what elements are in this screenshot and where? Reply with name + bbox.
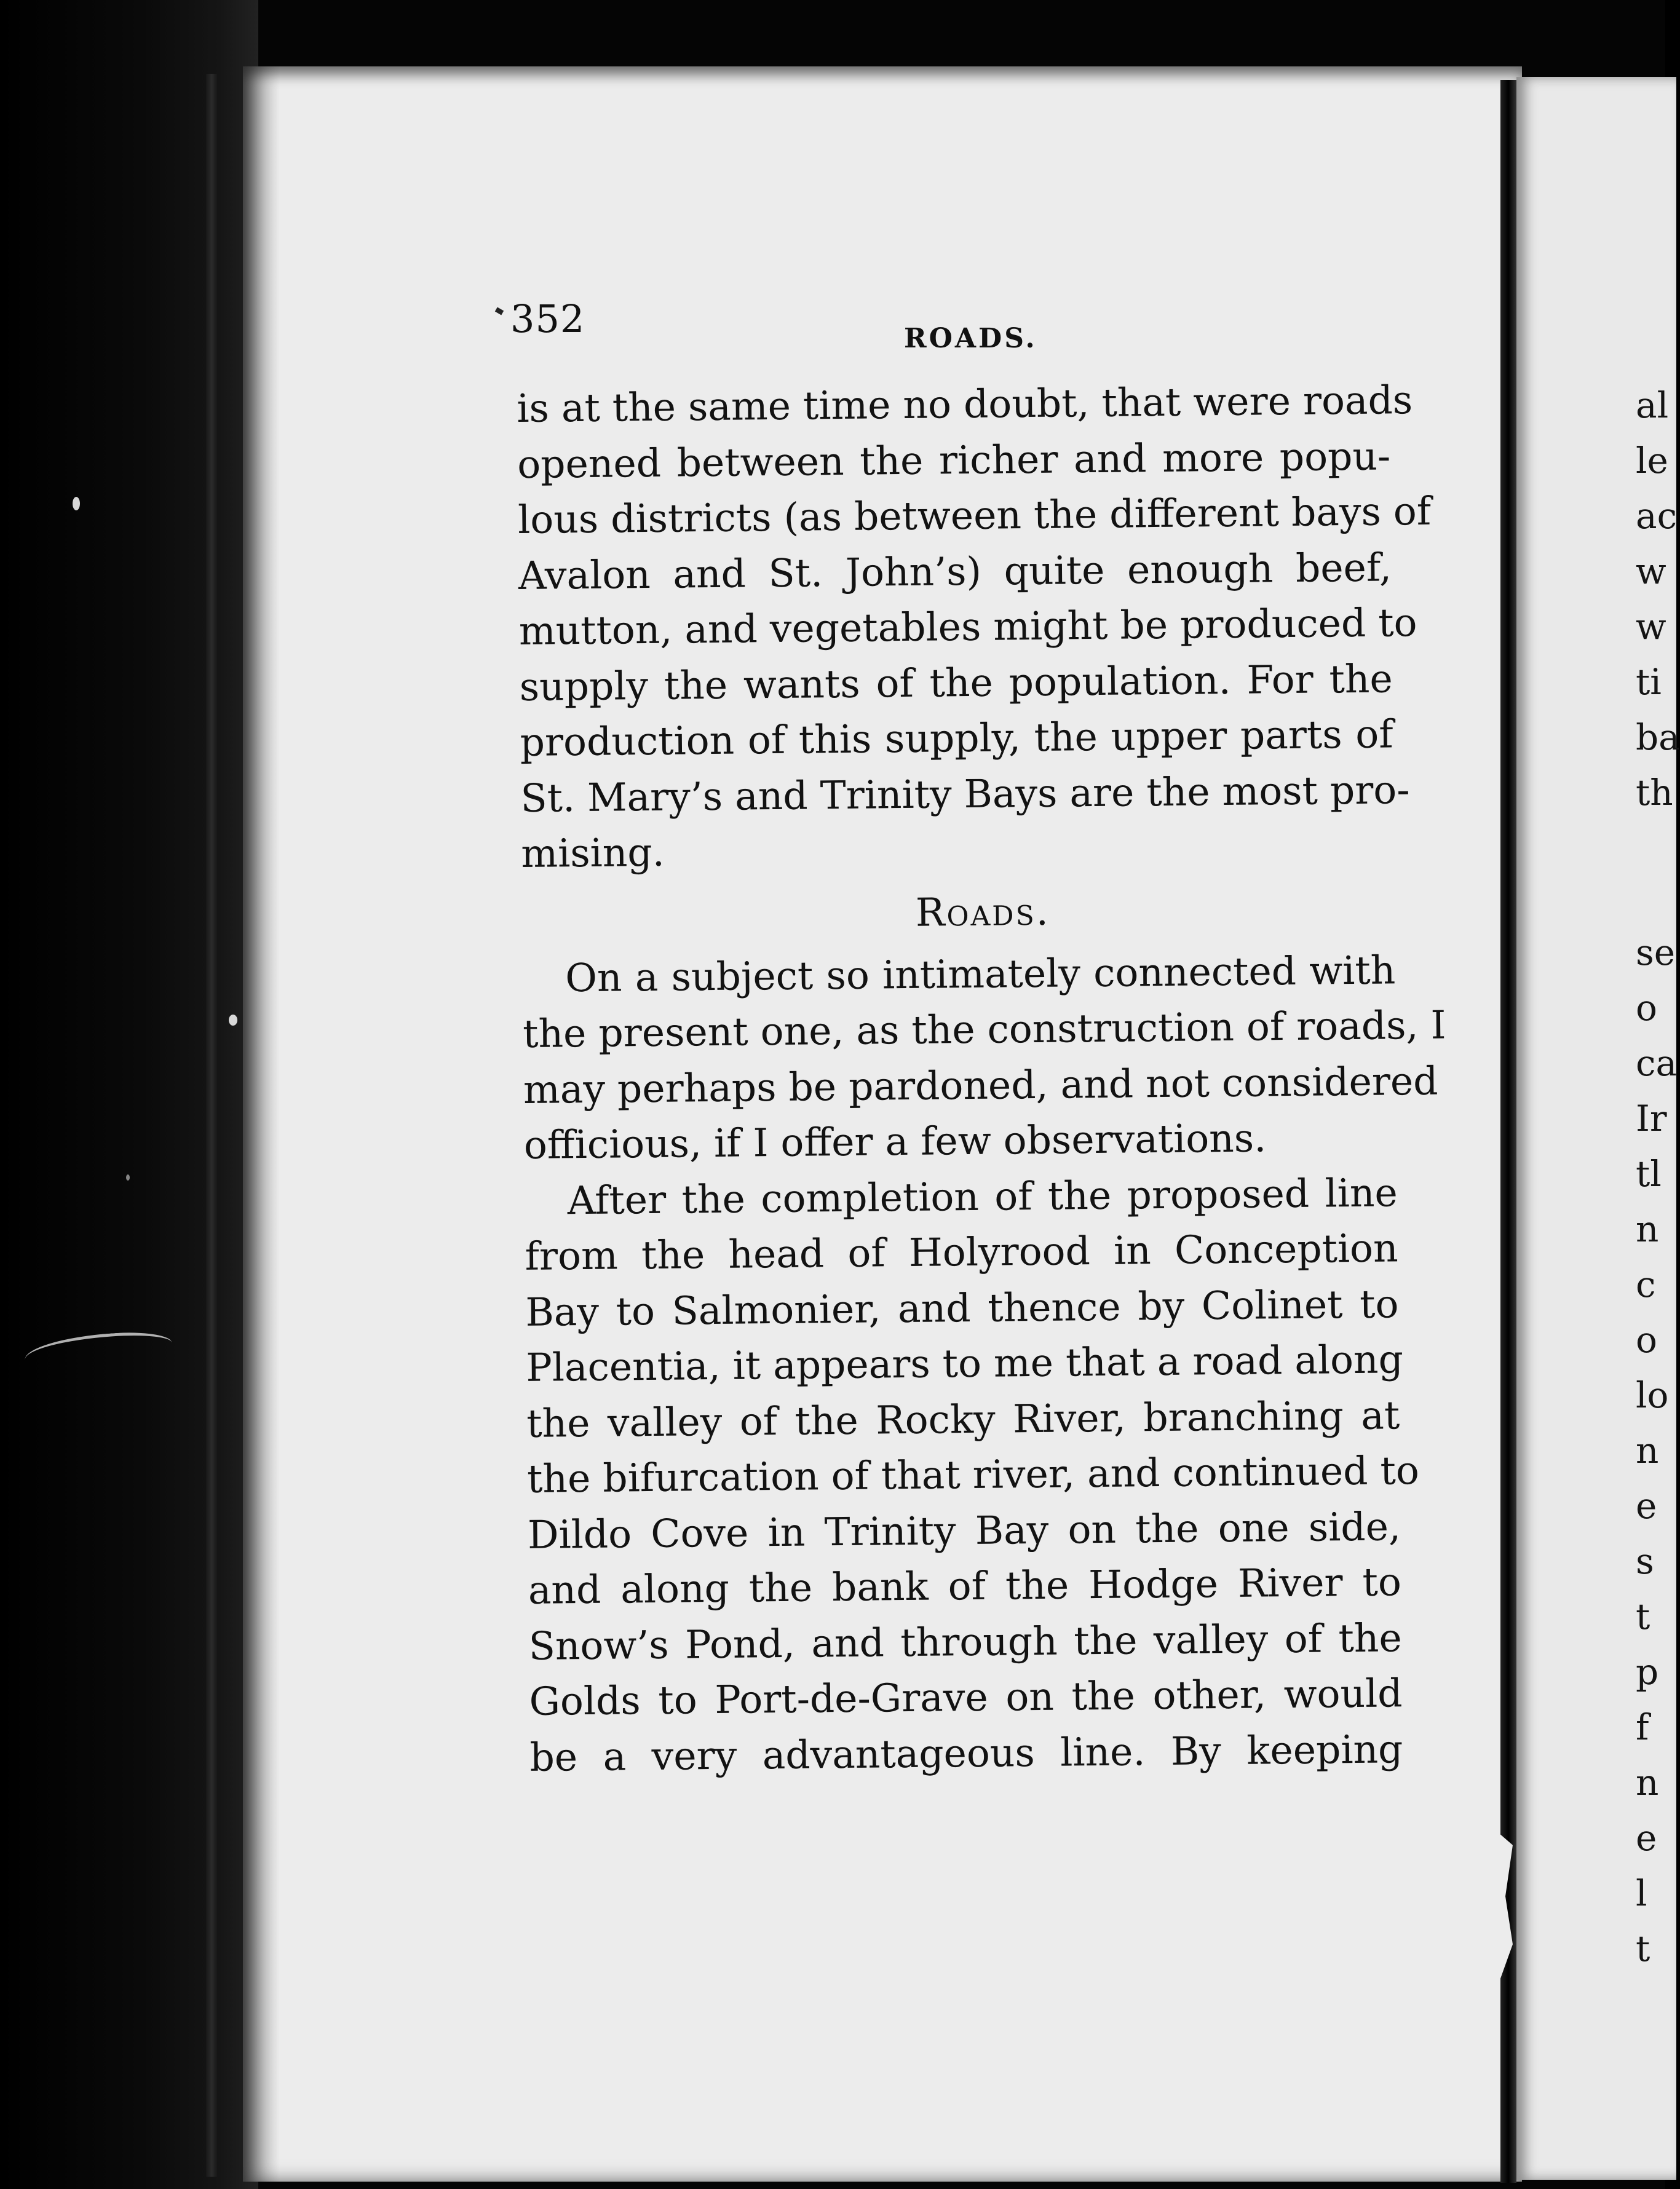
text-line: Golds to Port-de-Grave on the other, would — [529, 1671, 1403, 1724]
right-page-fragment: c — [1636, 1264, 1656, 1305]
text-line: and along the bank of the Hodge River to — [528, 1559, 1402, 1613]
dust-speck — [229, 1015, 237, 1026]
text-line: may perhaps be pardoned, and not considered — [523, 1058, 1438, 1112]
text-line: production of this supply, the upper parts of — [520, 711, 1393, 765]
text-line: is at the same time no doubt, that were roads — [517, 378, 1413, 431]
left-binding-shadow — [0, 0, 258, 2189]
right-page-fragment: n — [1636, 1762, 1659, 1803]
text-line: the valley of the Rocky River, branching at — [526, 1392, 1400, 1446]
right-page-fragment: w — [1636, 550, 1666, 592]
text-line: opened between the richer and more popu- — [517, 433, 1391, 487]
right-page-fragment: ac — [1636, 495, 1678, 537]
right-page-fragment: w — [1636, 606, 1666, 647]
right-page-fragment: n — [1636, 1208, 1659, 1250]
text-line: be a very advantageous line. By keeping — [529, 1726, 1403, 1780]
right-page-fragment: le — [1636, 440, 1668, 481]
right-page-fragment: l — [1636, 1872, 1647, 1914]
section-heading: Roads. — [915, 889, 1051, 935]
text-line: lous districts (as between the different bays of — [517, 488, 1432, 542]
text-line: mising. — [521, 829, 665, 876]
text-line: supply the wants of the population. For the — [519, 655, 1393, 710]
right-page-fragment: ca — [1636, 1042, 1678, 1084]
right-page-fragment: f — [1636, 1706, 1649, 1748]
dust-speck — [126, 1174, 130, 1181]
text-line: Avalon and St. John’s) quite enough beef, — [518, 544, 1392, 598]
page-number: 352 — [510, 296, 585, 341]
text-line: After the completion of the proposed line — [567, 1170, 1398, 1223]
right-page-fragment: lo — [1636, 1374, 1669, 1416]
text-line: mutton, and vegetables might be produced to — [518, 600, 1417, 654]
right-page-fragment: th — [1636, 772, 1673, 813]
right-page-fragment: al — [1636, 384, 1669, 426]
right-page-fragment: se — [1636, 932, 1676, 973]
dust-speck — [73, 497, 80, 510]
text-line: Snow’s Pond, and through the valley of the — [528, 1615, 1403, 1669]
text-line: On a subject so intimately connected with — [565, 947, 1396, 1000]
right-page-fragment: p — [1636, 1651, 1659, 1693]
text-line: Bay to Salmonier, and thence by Colinet to — [525, 1281, 1399, 1335]
right-page-fragment: e — [1636, 1817, 1657, 1859]
right-page-fragment: ti — [1636, 661, 1662, 703]
right-page-fragment: Ir — [1636, 1098, 1667, 1139]
right-page-fragment: tl — [1636, 1153, 1662, 1195]
left-page-edge — [206, 74, 217, 2177]
right-page-fragment: o — [1636, 987, 1657, 1029]
text-line: officious, if I offer a few observations. — [523, 1115, 1267, 1168]
right-page-fragment: e — [1636, 1485, 1657, 1527]
running-head: ROADS. — [904, 323, 1037, 354]
right-page-fragment: o — [1636, 1319, 1657, 1361]
right-page-fragment: t — [1636, 1596, 1650, 1637]
right-page-fragment: s — [1636, 1540, 1654, 1582]
text-line: the present one, as the construction of roads, I — [522, 1002, 1446, 1056]
right-page-fragment: n — [1636, 1430, 1659, 1471]
text-line: from the head of Holyrood in Conception — [525, 1225, 1398, 1279]
page-body-text — [517, 373, 1446, 1786]
text-line: the bifurcation of that river, and continued to — [526, 1447, 1420, 1502]
right-page-fragment: t — [1636, 1928, 1650, 1969]
text-line: Dildo Cove in Trinity Bay on the one side, — [527, 1503, 1401, 1558]
text-line: Placentia, it appears to me that a road along — [526, 1337, 1404, 1390]
text-line: St. Mary’s and Trinity Bays are the most pro- — [520, 767, 1410, 821]
right-page-fragment: ba — [1636, 716, 1680, 758]
